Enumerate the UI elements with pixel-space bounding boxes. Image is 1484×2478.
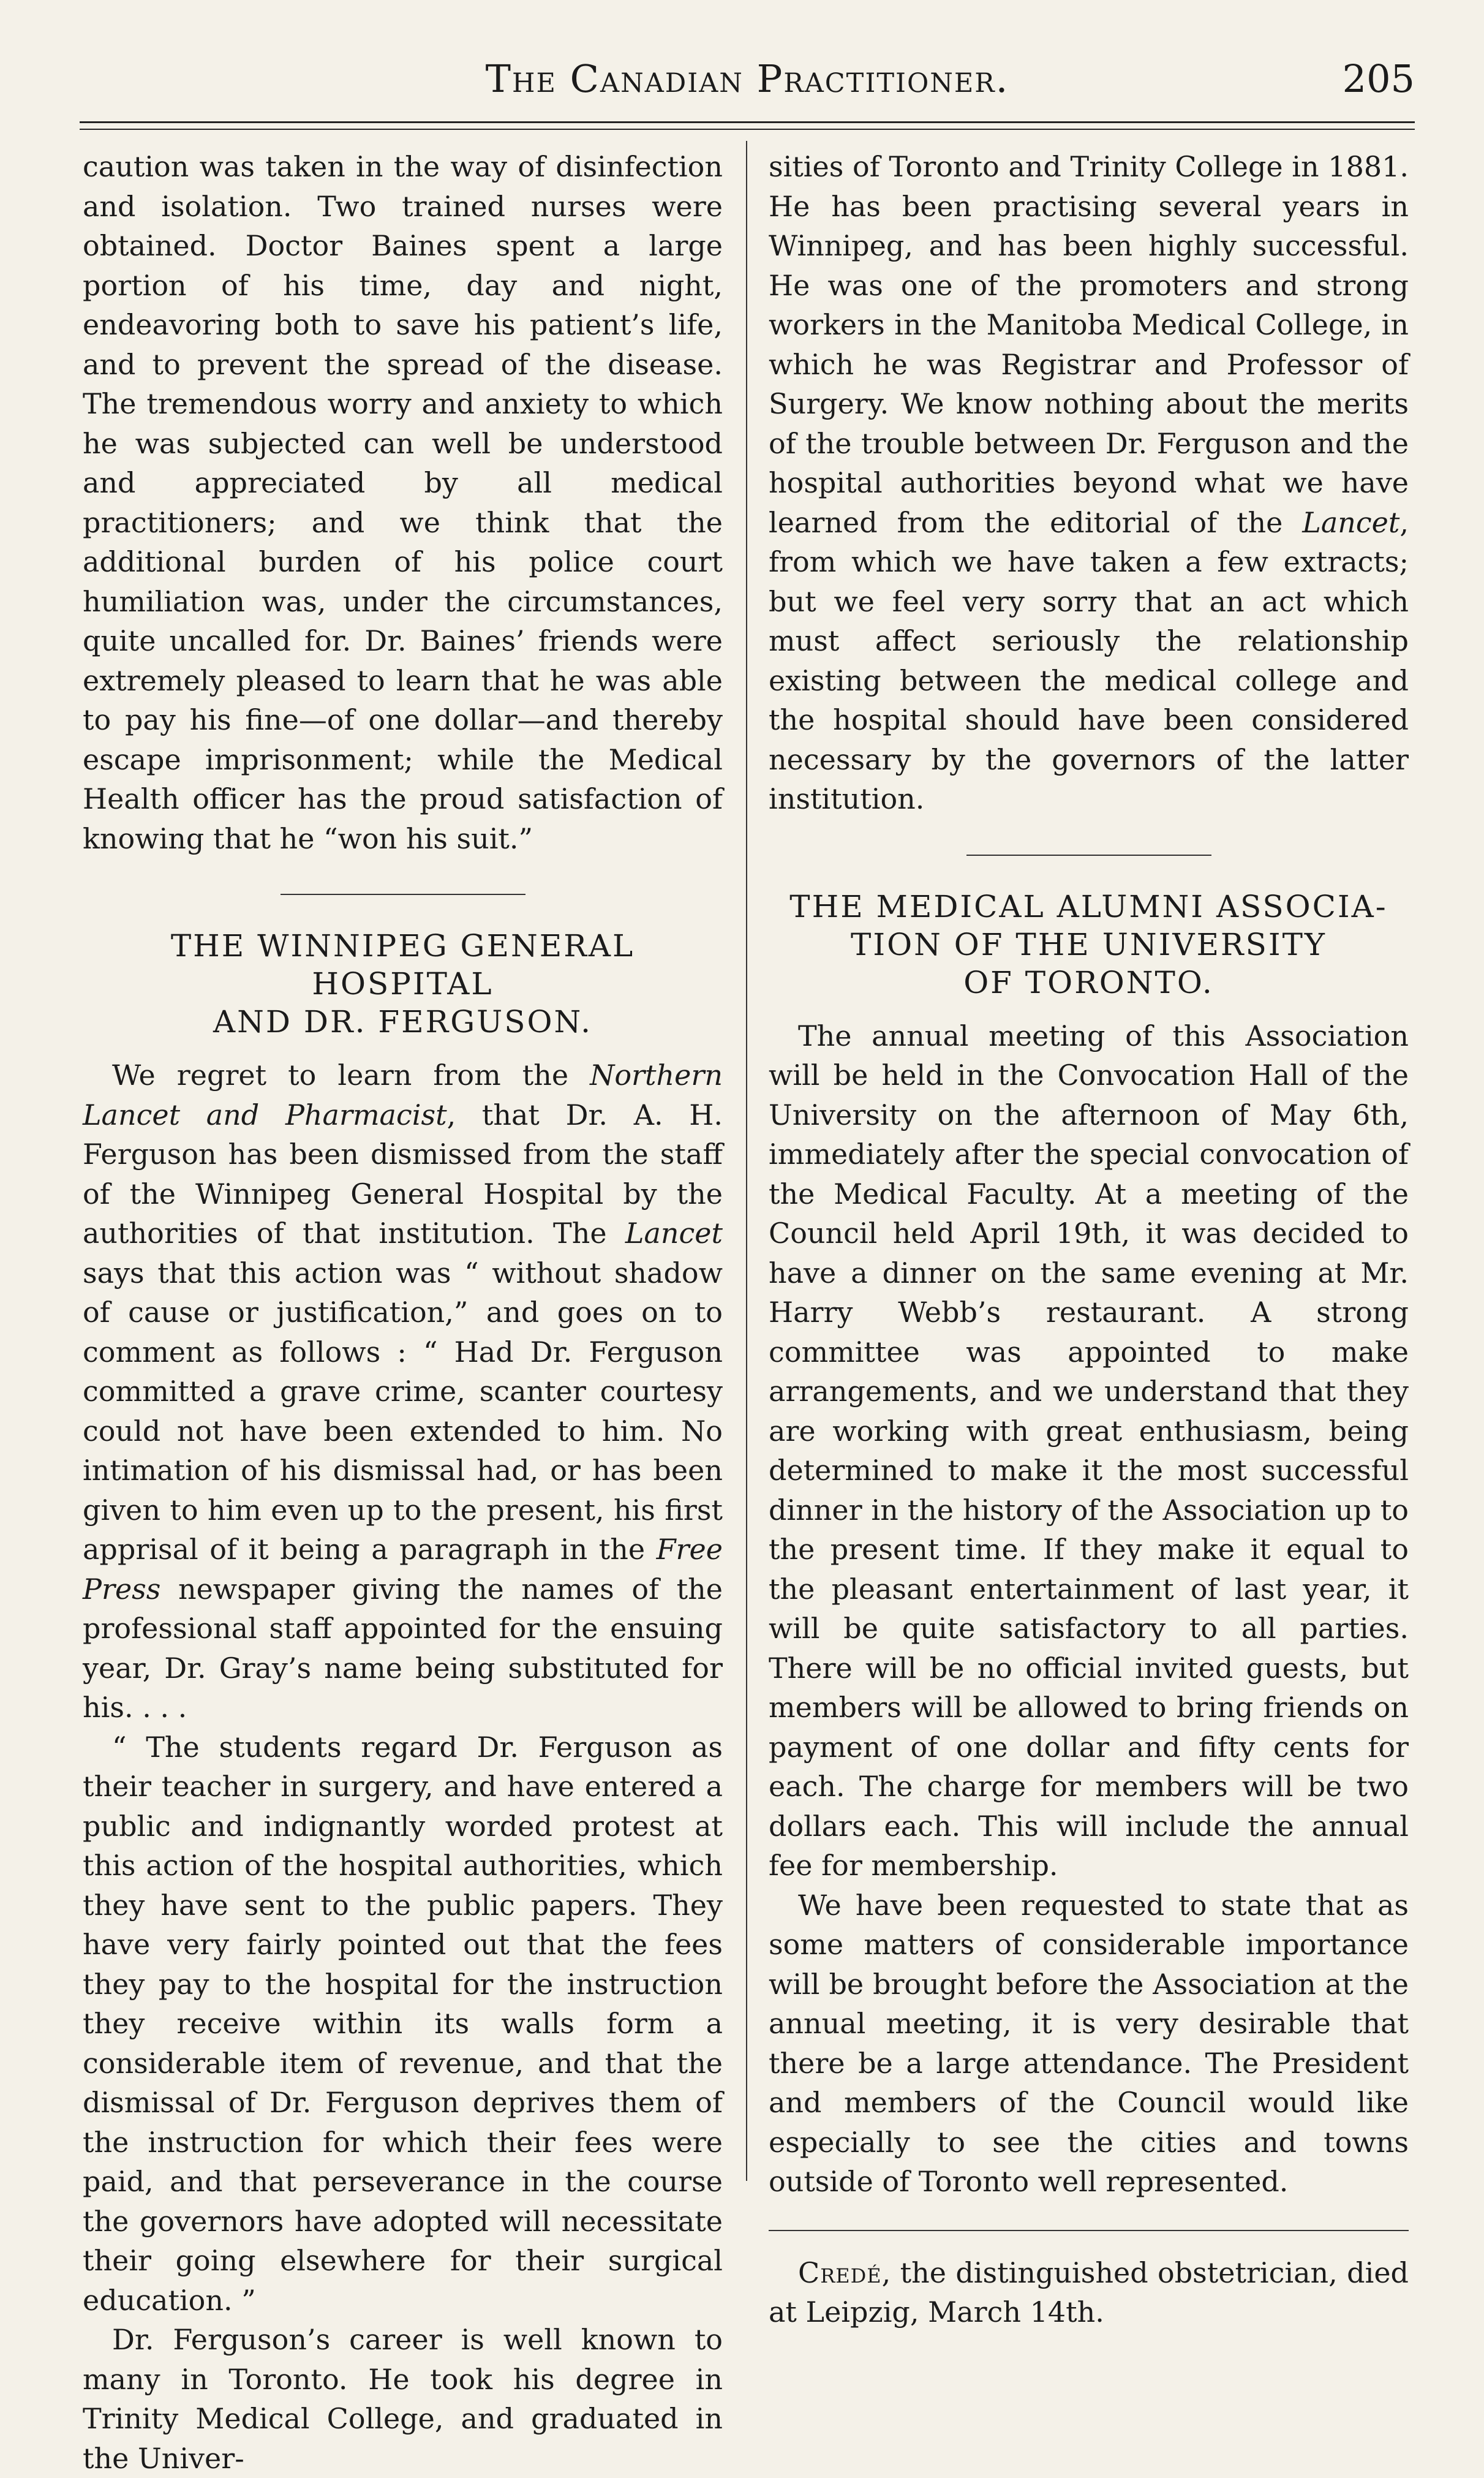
obituary-note: Credé, the distinguished obstetrician, died at Leipzig, March 14th. <box>769 2256 1409 2329</box>
left-column <box>83 147 723 2478</box>
heading-line: THE MEDICAL ALUMNI ASSOCIA- <box>789 888 1388 924</box>
page-number: 205 <box>1342 56 1415 101</box>
running-title: The Canadian Practitioner. <box>485 56 1009 101</box>
heading-line: TION OF THE UNIVERSITY <box>851 926 1327 962</box>
column-divider <box>746 141 747 2181</box>
note-divider <box>769 2230 1409 2231</box>
article-paragraph: Dr. Ferguson’s career is well known to many in Toronto. He took his degree in Trinity Medical College, and graduated in the Univer- <box>83 2323 723 2475</box>
article-paragraph: We have been requested to state that as some matters of considerable importance will be brought before the Association at the annual meeting, it is very desirable that there be a large attendance. The President and members of the Council would like especially to see the cities and towns outside of Toronto well represented. <box>769 1888 1409 2198</box>
article-paragraph: We regret to learn from the Northern Lancet and Pharmacist, that Dr. A. H. Ferguson has been dismissed from the staff of the Winnipeg General Hospital by the authorities of that institution. The Lancet says that this action was “ without shadow of cause or justification,” and goes on to comment as follows : “ Had Dr. Ferguson committed a grave crime, scanter courtesy could not have been extended to him. No intimation of his dismissal had, or has been given to him even up to the present, his first apprisal of it being a paragraph in the Free Press newspaper giving the names of the professional staff appointed for the ensuing year, Dr. Gray’s name being substituted for his. . . . <box>83 1059 723 1724</box>
heading-line: AND DR. FERGUSON. <box>213 1004 592 1040</box>
article-paragraph: The annual meeting of this Association will be held in the Convocation Hall of the University on the afternoon of May 6th, immediately after the special convocation of the Medical Faculty. At a meeting of the Council held April 19th, it was decided to have a dinner on the same evening at Mr. Harry Webb’s restaurant. A strong committee was appointed to make arrangements, and we understand that they are working with great enthusiasm, being determined to make it the most successful dinner in the history of the Association up to the present time. If they make it equal to the pleasant entertainment of last year, it will be quite satisfactory to all parties. There will be no official invited guests, but members will be allowed to bring friends on payment of one dollar and fifty cents for each. The charge for members will be two dollars each. This will include the annual fee for membership. <box>769 1019 1409 1882</box>
continued-paragraph: caution was taken in the way of disinfection and isolation. Two trained nurses were obtained. Doctor Baines spent a large portion of his time, day and night, endeavoring both to save his patient’s life, and to prevent the spread of the disease. The tremendous worry and anxiety to which he was subjected can well be understood and appreciated by all medical practitioners; and we think that the additional burden of his police court humiliation was, under the circumstances, quite uncalled for. Dr. Baines’ friends were extremely pleased to learn that he was able to pay his fine—of one dollar—and thereby escape imprisonment; while the Medical Health officer has the proud satisfaction of knowing that he “won his suit.” <box>83 150 723 855</box>
heading-line: OF TORONTO. <box>963 964 1214 1000</box>
header-rule <box>80 121 1415 123</box>
section-divider <box>281 894 525 895</box>
header-rule-thin <box>80 129 1415 130</box>
article-heading-alumni <box>769 888 1409 1002</box>
note-name: Credé <box>798 2256 882 2289</box>
publication-title: Free Press <box>83 1533 723 1606</box>
right-column <box>769 147 1409 2332</box>
section-divider <box>966 855 1211 856</box>
continued-paragraph: sities of Toronto and Trinity College in 1881. He has been practising several years in Winnipeg, and has been highly successful. He was one of the promoters and strong workers in the Manitoba Medical College, in which he was Registrar and Professor of Surgery. We know nothing about the merits of the trouble between Dr. Ferguson and the hospital authorities beyond what we have learned from the editorial of the Lancet, from which we have taken a few extracts; but we feel very sorry that an act which must affect seriously the relationship existing between the medical college and the hospital should have been considered necessary by the governors of the latter institution. <box>769 150 1409 815</box>
publication-title: Lancet <box>625 1217 723 1250</box>
heading-line: THE WINNIPEG GENERAL HOSPITAL <box>170 928 635 1002</box>
publication-title: Northern Lancet and Pharmacist <box>83 1059 723 1131</box>
article-heading-winnipeg <box>83 927 723 1041</box>
page-header <box>80 43 1415 110</box>
publication-title: Lancet <box>1302 505 1400 539</box>
article-paragraph: “ The students regard Dr. Ferguson as their teacher in surgery, and have entered a public and indignantly worded protest at this action of the hospital authorities, which they have sent to the public papers. They have very fairly pointed out that the fees they pay to the hospital for the instruction they receive within its walls form a considerable item of revenue, and that the dismissal of Dr. Ferguson deprives them of the instruction for which their fees were paid, and that perseverance in the course the governors have adopted will necessitate their going elsewhere for their surgical education. ” <box>83 1730 723 2317</box>
